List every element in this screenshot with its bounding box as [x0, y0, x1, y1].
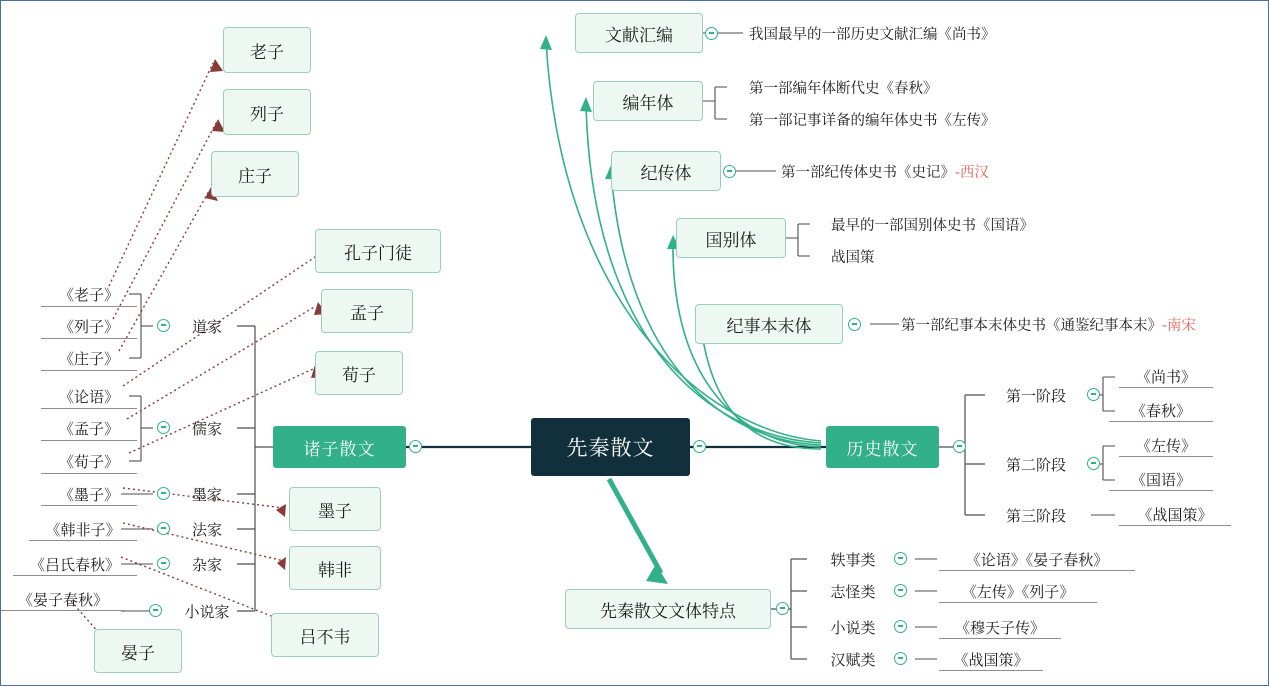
- note-text: 第一部纪事本末体史书《通鉴纪事本末》: [901, 317, 1162, 334]
- node-work-lvshichunqiu[interactable]: [13, 554, 137, 576]
- node-author-yanzi[interactable]: [94, 629, 182, 673]
- node-wenti-label: 先秦散文文体特点: [600, 601, 736, 621]
- node-feature-works-3[interactable]: [939, 617, 1061, 639]
- style-label: 纪事本末体: [726, 316, 812, 336]
- node-center[interactable]: [531, 418, 690, 476]
- node-stage3-work-1[interactable]: [1119, 504, 1231, 526]
- node-lishi-sanwen[interactable]: [826, 426, 939, 468]
- author-label: 荀子: [342, 365, 376, 385]
- node-author-lvbuwei[interactable]: [271, 613, 379, 657]
- node-school-fajia[interactable]: [179, 519, 235, 539]
- feature-works-label: 《左传》《列子》: [961, 584, 1075, 601]
- note-guobieti-1: [831, 214, 1131, 234]
- school-mojia-label: 墨家: [191, 486, 222, 504]
- node-stage2-work-2[interactable]: [1109, 469, 1213, 491]
- stage-work-label: 《尚书》: [1135, 369, 1196, 386]
- node-school-daojia[interactable]: [179, 316, 235, 336]
- node-style-wenxianhuibian[interactable]: [575, 13, 703, 53]
- work-label: 《孟子》: [58, 421, 119, 438]
- stage-label: 第三阶段: [1005, 507, 1066, 525]
- node-school-xiaoshuojia[interactable]: [171, 601, 243, 621]
- node-author-mengzi[interactable]: [321, 289, 413, 333]
- node-style-biannianti[interactable]: [593, 81, 703, 121]
- node-lishi-label: 历史散文: [846, 439, 919, 459]
- toggle-school-fajia[interactable]: [157, 522, 170, 535]
- stage-work-label: 《春秋》: [1130, 403, 1191, 420]
- stage-label: 第二阶段: [1005, 456, 1066, 474]
- work-label: 《荀子》: [58, 454, 119, 471]
- node-stage1-work-2[interactable]: [1109, 400, 1213, 422]
- author-label: 庄子: [238, 166, 272, 186]
- node-school-rujia[interactable]: [179, 418, 235, 438]
- toggle-school-zajia[interactable]: [157, 557, 170, 570]
- author-label: 孟子: [350, 303, 384, 323]
- author-label: 晏子: [121, 643, 155, 663]
- school-daojia-label: 道家: [191, 318, 222, 336]
- author-label: 韩非: [318, 560, 352, 580]
- toggle-school-daojia[interactable]: [157, 319, 170, 332]
- note-biannianti-1: [749, 77, 1049, 97]
- work-label: 《韩非子》: [45, 522, 121, 539]
- node-work-hanfeizi[interactable]: [29, 519, 137, 541]
- author-label: 墨子: [318, 501, 352, 521]
- toggle-stage-1[interactable]: [1087, 388, 1100, 401]
- node-stage-2[interactable]: [993, 454, 1079, 474]
- toggle-style-wenxianhuibian[interactable]: [705, 27, 718, 40]
- toggle-feature-zhiguailei[interactable]: [894, 584, 907, 597]
- school-rujia-label: 儒家: [191, 420, 222, 438]
- style-label: 编年体: [622, 93, 674, 113]
- style-label: 文献汇编: [605, 25, 673, 45]
- stage-work-label: 《战国策》: [1137, 507, 1213, 524]
- node-feature-zhiguailei[interactable]: [817, 581, 889, 601]
- node-feature-works-4[interactable]: [939, 649, 1043, 671]
- node-author-hanfei[interactable]: [289, 546, 381, 590]
- feature-label: 轶事类: [830, 551, 876, 569]
- node-work-liezi[interactable]: [41, 315, 137, 339]
- note-text: 第一部记事详备的编年体史书《左传》: [749, 112, 996, 129]
- feature-works-label: 《穆天子传》: [954, 620, 1045, 637]
- note-text: 第一部纪传体史书《史记》: [781, 164, 955, 181]
- node-stage-1[interactable]: [993, 385, 1079, 405]
- author-label: 孔子门徒: [344, 243, 412, 263]
- feature-works-label: 《战国策》: [953, 652, 1029, 669]
- school-zajia-label: 杂家: [191, 556, 222, 574]
- stage-label: 第一阶段: [1005, 387, 1066, 405]
- toggle-center-right[interactable]: [693, 440, 706, 453]
- note-jizhuanti-1: [781, 161, 1081, 181]
- node-stage-3[interactable]: [993, 505, 1079, 525]
- author-label: 列子: [250, 104, 284, 124]
- style-label: 纪传体: [640, 163, 692, 183]
- work-label: 《晏子春秋》: [17, 592, 108, 609]
- node-zhuzi-label: 诸子散文: [303, 439, 376, 459]
- style-label: 国别体: [705, 230, 757, 250]
- school-fajia-label: 法家: [191, 521, 222, 539]
- toggle-feature-xiaoshuolei[interactable]: [894, 620, 907, 633]
- note-text: 我国最早的一部历史文献汇编《尚书》: [749, 26, 996, 43]
- node-author-xunzi[interactable]: [315, 351, 403, 395]
- node-style-jishibenmoti[interactable]: [695, 304, 843, 344]
- feature-label: 汉赋类: [830, 651, 876, 669]
- node-feature-hanfulei[interactable]: [817, 649, 889, 669]
- node-style-guobieti[interactable]: [676, 218, 786, 258]
- node-feature-works-1[interactable]: [939, 549, 1135, 571]
- node-author-zhuangzi[interactable]: [211, 151, 299, 197]
- note-tail: -南宋: [1162, 317, 1196, 334]
- node-style-jizhuanti[interactable]: [611, 151, 721, 191]
- toggle-style-jizhuanti[interactable]: [723, 165, 736, 178]
- node-feature-yishilei[interactable]: [817, 549, 889, 569]
- work-label: 《列子》: [58, 319, 119, 336]
- node-author-laozi[interactable]: [223, 27, 311, 73]
- node-work-mozi[interactable]: [41, 484, 137, 506]
- note-text: 最早的一部国别体史书《国语》: [831, 217, 1034, 234]
- work-label: 《吕氏春秋》: [29, 557, 120, 574]
- note-wenxianhuibian-1: [749, 23, 1079, 43]
- node-feature-xiaoshuolei[interactable]: [817, 617, 889, 637]
- work-label: 《老子》: [58, 287, 119, 304]
- node-feature-works-2[interactable]: [939, 581, 1097, 603]
- node-stage1-work-1[interactable]: [1119, 366, 1213, 388]
- node-wenti-tedian[interactable]: [565, 589, 771, 629]
- stage-work-label: 《左传》: [1135, 438, 1196, 455]
- note-tail: -西汉: [955, 164, 989, 181]
- toggle-school-rujia[interactable]: [157, 421, 170, 434]
- toggle-style-jishibenmoti[interactable]: [848, 318, 861, 331]
- node-school-zajia[interactable]: [179, 554, 235, 574]
- node-work-laozi[interactable]: [41, 283, 137, 307]
- note-text: 战国策: [831, 249, 875, 266]
- work-label: 《庄子》: [58, 351, 119, 368]
- node-author-kongzimentu[interactable]: [315, 229, 441, 273]
- node-work-lunyu[interactable]: [41, 385, 137, 409]
- author-label: 吕不韦: [299, 627, 351, 647]
- note-text: 第一部编年体断代史《春秋》: [749, 80, 938, 97]
- toggle-school-mojia[interactable]: [157, 487, 170, 500]
- work-label: 《论语》: [58, 389, 119, 406]
- node-work-xunzi[interactable]: [41, 450, 137, 474]
- note-jishibenmoti-1: [901, 314, 1269, 334]
- toggle-zhuzi[interactable]: [409, 440, 422, 453]
- node-author-mozi[interactable]: [289, 487, 381, 531]
- note-biannianti-2: [749, 109, 1079, 129]
- node-zhuzi-sanwen[interactable]: [273, 426, 406, 468]
- school-xiaoshuojia-label: 小说家: [184, 603, 230, 621]
- toggle-wenti[interactable]: [776, 602, 789, 615]
- stage-work-label: 《国语》: [1130, 472, 1191, 489]
- node-school-mojia[interactable]: [179, 484, 235, 504]
- node-work-mengzi[interactable]: [41, 417, 137, 441]
- author-label: 老子: [250, 42, 284, 62]
- node-stage2-work-1[interactable]: [1119, 435, 1213, 457]
- node-author-liezi[interactable]: [223, 89, 311, 135]
- toggle-school-xiaoshuojia[interactable]: [149, 604, 162, 617]
- node-center-label: 先秦散文: [566, 437, 655, 460]
- toggle-lishi[interactable]: [953, 440, 966, 453]
- feature-label: 志怪类: [830, 583, 876, 601]
- toggle-feature-hanfulei[interactable]: [894, 652, 907, 665]
- feature-label: 小说类: [830, 619, 876, 637]
- work-label: 《墨子》: [58, 487, 119, 504]
- note-guobieti-2: [831, 246, 1031, 266]
- feature-works-label: 《论语》《晏子春秋》: [965, 552, 1109, 569]
- node-work-zhuangzi[interactable]: [41, 347, 137, 371]
- node-work-yanzichunqiu[interactable]: [1, 589, 125, 611]
- toggle-feature-yishilei[interactable]: [894, 552, 907, 565]
- toggle-stage-2[interactable]: [1087, 457, 1100, 470]
